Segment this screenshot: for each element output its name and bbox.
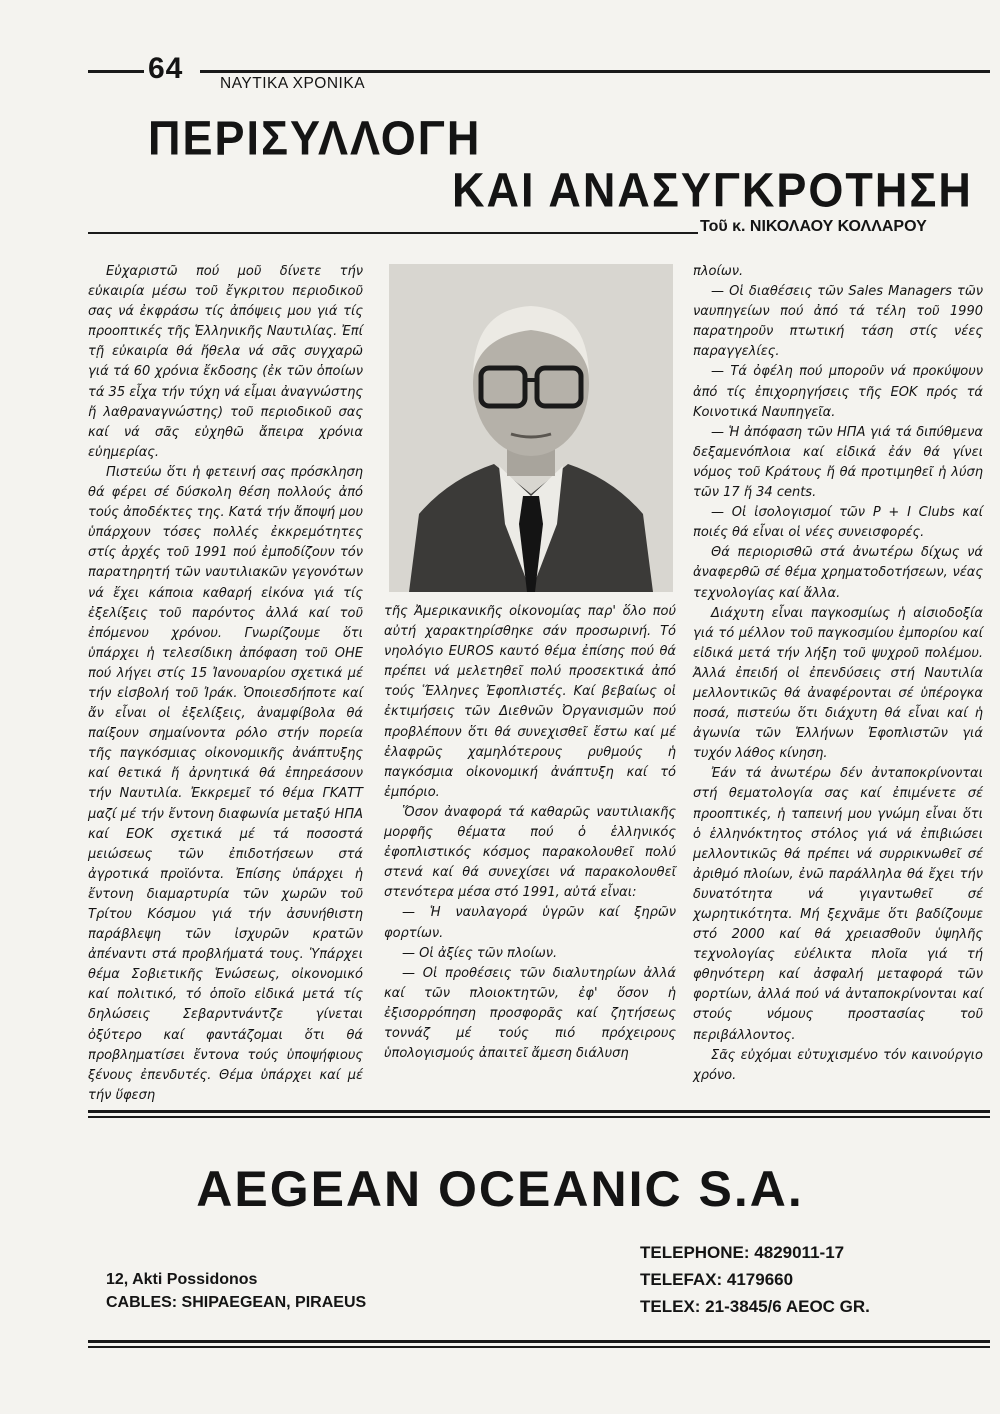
- byline: Τοῦ κ. ΝΙΚΟΛΑΟΥ ΚΟΛΛΑΡΟΥ: [700, 218, 927, 235]
- ad-cables: CABLES: SHIPAEGEAN, PIRAEUS: [106, 1294, 367, 1311]
- page-number: 64: [148, 52, 184, 85]
- ad-company-name: AEGEAN OCEANIC S.A.: [196, 1161, 804, 1217]
- article-column-1: [88, 262, 363, 1106]
- ad-top-rule-1: [88, 1110, 990, 1113]
- journal-name: ΝΑΥΤΙΚΑ ΧΡΟΝΙΚΑ: [220, 75, 366, 92]
- paragraph: — Οἱ διαθέσεις τῶν Sales Managers τῶν ναυπηγείων πού ἀπό τά τέλη τοῦ 1990 παρατηροῦν πτωτική τάση στίς νέες παραγγελίες.: [693, 284, 983, 360]
- ad-telefax: TELEFAX: 4179660: [640, 1270, 794, 1289]
- ad-address: 12, Akti Possidonos: [106, 1271, 258, 1288]
- paragraph: πλοίων.: [693, 264, 744, 279]
- paragraph: — Ἡ ναυλαγορά ὑγρῶν καί ξηρῶν φορτίων.: [384, 905, 676, 941]
- paragraph: — Οἱ ἀξίες τῶν πλοίων.: [402, 945, 558, 961]
- ad-address-block: [106, 1268, 366, 1314]
- paragraph: Πιστεύω ὅτι ἡ φετεινή σας πρόσκληση θά φέρει σέ δύσκολη θέση πολλούς ἀπό τούς ἀποδέκτες της. Κατά τήν ἄποψή μου ὑπάρχουν τόσες πολλές ἐκκρεμότητες στίς ἀρχές τοῦ 1991 πού ἐμποδίζουν τόν παρατηρητή τῶν ναυτιλιακῶν γεγονότων νά ἔχει κάποια καθαρή εἰκόνα γιά τίς ἐξελίξεις τοῦ παρόντος ἀλλά καί τοῦ ἐπόμενου χρόνου. Γνωρίζουμε ὅτι ὑπάρχει ἡ τελεσίδικη ἀπόφαση τοῦ ΟΗΕ πού λήγει στίς 15 Ἰανουαρίου σχετικά μέ τήν εἰσβολή τοῦ Ἰράκ. Ὁποιεσδήποτε καί ἄν εἶναι οἱ ἐξελίξεις, ἀναμφίβολα θά παίξουν σημαίνοντα ρόλο στήν πορεία τῆς παγκόσμιας οἰκονομικῆς ἀνάπτυξης καί θετικά ἤ ἀρνητικά θά ἐπηρεάσουν τήν Ναυτιλία. Ἐκκρεμεῖ τό θέμα ΓΚΑΤΤ μαζί μέ τήν ἔντονη διαφωνία μεταξύ ΗΠΑ καί ΕΟΚ σχετικά μέ τά ποσοστά μειώσεως τῶν ἐπιδοτήσεων στά ἀγροτικά προϊόντα. Ἐπίσης ὑπάρχει ἡ ἔντονη διαμαρτυρία τῶν χωρῶν τοῦ Τρίτου Κόσμου γιά τήν ἀσυνήθιστη παράβλεψη τῶν ἰσχυρῶν κρατῶν ἀπέναντι στά προβλήματά τους. Ὑπάρχει θέμα Σοβιετικῆς Ἑνώσεως, οἰκονομικό καί πολιτικό, τό ὁποῖο εἰδικά μετά τίς δηλώσεις Σεβαρντνάντζε γίνεται ὀξύτερο καί φαντάζομαι ὅτι θά προβληματίσει ἔντονα τούς ὑποψήφιους ξένους ἐπενδυτές. Θέμα ὑπάρχει καί μέ τήν ὕφεση: [88, 464, 363, 1103]
- ad-bottom-rule-2: [88, 1346, 990, 1348]
- article-title-line1: ΠΕΡΙΣΥΛΛΟΓΗ: [148, 110, 482, 166]
- paragraph: — Ἡ ἀπόφαση τῶν ΗΠΑ γιά τά διπύθμενα δεξαμενόπλοια καί εἰδικά ἐάν θά γίνει νόμος τοῦ Κράτους ἤ θά προτιμηθεῖ ἡ λύση τῶν 17 ἤ 34 cents.: [693, 424, 983, 501]
- paragraph: τῆς Ἀμερικανικῆς οἰκονομίας παρ' ὅλο πού αὐτή χαρακτηρίσθηκε σάν προσωρινή. Τό νηολόγιο EUROS καυτό θέμα ἐπίσης πού θά πρέπει νά μελετηθεῖ πολύ προσεκτικά ἀπό τούς Ἕλληνες Ἐφοπλιστές. Καί βεβαίως οἱ ἐκτιμήσεις τῶν Διεθνῶν Ὀργανισμῶν πού προβλέπουν ὅτι θά συνεχισθεῖ ἔστω καί μέ ἐλαφρῶς χαμηλότερους ρυθμούς ἡ παγκόσμια οἰκονομική ἀνάπτυξη καί τό ἐμπόριο.: [384, 604, 676, 800]
- ad-bottom-rule-1: [88, 1340, 990, 1343]
- ad-top-rule-2: [88, 1116, 990, 1118]
- header-rule-left: [88, 70, 144, 73]
- portrait-illustration: [389, 264, 673, 592]
- ad-telex: TELEX: 21-3845/6 AEOC GR.: [640, 1297, 870, 1316]
- paragraph: — Οἱ προθέσεις τῶν διαλυτηρίων ἀλλά καί τῶν πλοιοκτητῶν, ἐφ' ὅσον ἡ ἐξισορρόπηση προσφορᾶς καί ζητήσεως τοννάζ μέ τούς πιό πρόχειρους ὑπολογισμούς ἀπαιτεῖ ἄμεση διάλυση: [384, 965, 676, 1062]
- paragraph: Σᾶς εὐχόμαι εὐτυχισμένο τόν καινούργιο χρόνο.: [693, 1047, 983, 1083]
- article-column-2: [384, 602, 676, 1064]
- paragraph: — Τά ὀφέλη πού μποροῦν νά προκύψουν ἀπό τίς ἐπιχορηγήσεις τῆς ΕΟΚ πρός τά Κοινοτικά Ναυπηγεῖα.: [693, 364, 983, 420]
- author-portrait-photo: [389, 264, 673, 592]
- byline-rule: [88, 232, 698, 234]
- paragraph: Ὅσον ἀναφορά τά καθαρῶς ναυτιλιακῆς μορφῆς θέματα πού ὁ ἑλληνικός ἐφοπλιστικός κόσμος παρακολουθεῖ πολύ στενά καί θά συνεχίσει νά παρακολουθεῖ στενότερα μέσα στό 1991, αὐτά εἶναι:: [384, 804, 676, 901]
- paragraph: Εὐχαριστῶ πού μοῦ δίνετε τήν εὐκαιρία μέσω τοῦ ἔγκριτου περιοδικοῦ σας νά ἐκφράσω τίς ἀπόψεις μου γιά τίς προοπτικές τῆς Ἑλληνικῆς Ναυτιλίας. Ἐπί τῇ εὐκαιρία θά ἤθελα νά σᾶς συγχαρῶ γιά τά 60 χρόνια ἔκδοσης (ἐκ τῶν ὁποίων τά 35 εἶχα τήν τύχη νά εἶμαι ἀναγνώστης ἤ λαθραναγνώστης) τοῦ περιοδικοῦ σας καί νά σᾶς εὐχηθῶ ἄπειρα χρόνια εὐημερίας.: [88, 264, 363, 460]
- ad-telephone: TELEPHONE: 4829011-17: [640, 1243, 845, 1262]
- paragraph: — Οἱ ἰσολογισμοί τῶν P + I Clubs καί ποιές θά εἶναι οἱ νέες συνεισφορές.: [693, 505, 983, 541]
- paragraph: Διάχυτη εἶναι παγκοσμίως ἡ αἰσιοδοξία γιά τό μέλλον τοῦ παγκοσμίου ἐμπορίου καί εἰδικά μετά τήν λήξη τοῦ ψυχροῦ πολέμου. Ἀλλά ἐπειδή οἱ ἐπενδύσεις στή Ναυτιλία μελλοντικῶς θά ἀναφέρονται σέ ὑπέρογκα ποσά, πιστεύω ὅτι διάχυτη θά εἶναι καί ἡ ἀγωνία τῶν Ἑλλήνων Ἐφοπλιστῶν γιά τυχόν λάθος κίνηση.: [693, 605, 983, 762]
- ad-contact-block: [640, 1239, 870, 1320]
- paragraph: Ἐάν τά ἀνωτέρω δέν ἀνταποκρίνονται στή θεματολογία σας καί ἐπιμένετε σέ προοπτικές, ἡ ταπεινή μου γνώμη εἶναι ὅτι ὁ ἑλληνόκτητος στόλος γιά νά ἐπιβιώσει μελλοντικῶς θά πρέπει νά συρρικνωθεῖ σέ ἀριθμό πλοίων, ἐνῶ παράλληλα θά ἔχει τήν δυνατότητα νά γιγαντωθεῖ σέ χωρητικότητα. Μή ξεχνᾶμε ὅτι βαδίζουμε στό 2000 καί θά χρειασθοῦν ὑψηλῆς τεχνολογίας εὐέλικτα πλοῖα γιά τή φθηνότερη καί ἀσφαλή μεταφορά τῶν φορτίων, ἀλλά πού νά ἀνταποκρίνονται καί στούς νόμους προστασίας τοῦ περιβάλλοντος.: [693, 766, 983, 1043]
- article-column-3: [693, 262, 983, 1086]
- article-title-line2: ΚΑΙ ΑΝΑΣΥΓΚΡΟΤΗΣΗ: [452, 162, 973, 218]
- paragraph: Θά περιορισθῶ στά ἀνωτέρω δίχως νά ἀναφερθῶ σέ θέμα χρηματοδοτήσεων, νέας τεχνολογίας καί ἄλλα.: [693, 545, 983, 601]
- header-rule-right: [200, 70, 990, 73]
